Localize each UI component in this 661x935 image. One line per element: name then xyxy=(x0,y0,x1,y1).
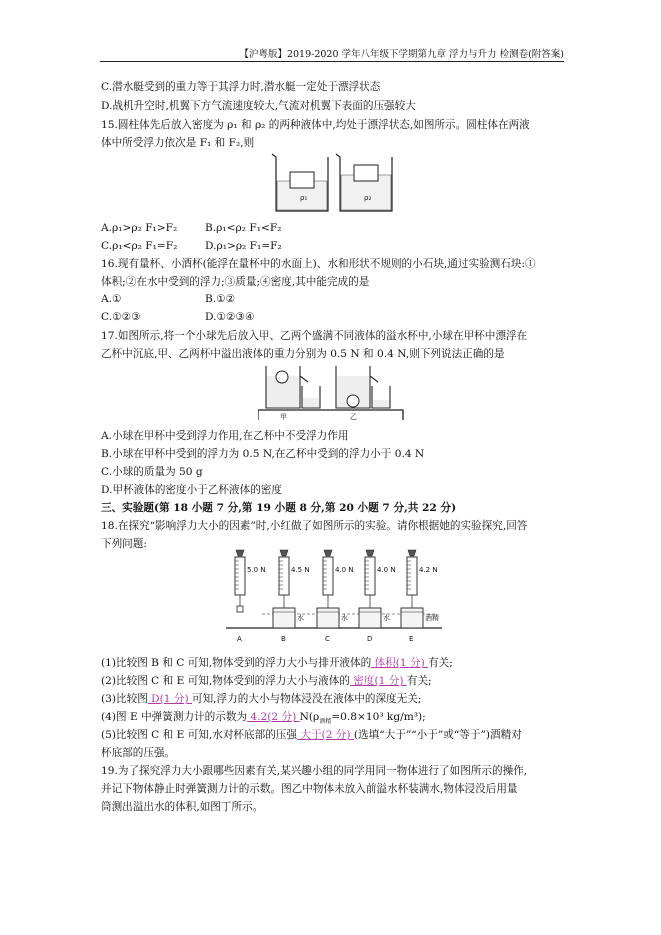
object-block xyxy=(237,606,243,612)
q18-part1-text: (1)比较图 B 和 C 可知,物体受到的浮力大小与排开液体的 xyxy=(101,657,372,669)
svg-text:ρ₂: ρ₂ xyxy=(364,194,372,202)
q18-part4 xyxy=(101,710,426,729)
svg-text:ρ₁: ρ₁ xyxy=(300,194,308,202)
q18-stem-line2: 下列问题: xyxy=(101,538,147,550)
q18-part3-text: (3)比较图 xyxy=(101,693,148,705)
beaker xyxy=(317,608,339,628)
q18-part4-unit: N(ρ xyxy=(299,711,320,723)
q18-stem-line1: 18.在探究“影响浮力大小的因素”时,小红做了如图所示的实验。请你根据她的实验探究,回答 xyxy=(101,520,528,532)
liquid-label: 水 xyxy=(383,614,390,622)
letter-D: D xyxy=(367,635,373,643)
reading-B: 4.5 N xyxy=(291,566,310,574)
q17-option-d: D.甲杯液体的密度小于乙杯液体的密度 xyxy=(101,484,282,496)
q18-part2 xyxy=(101,674,432,688)
liquid-label: 水 xyxy=(297,614,304,622)
q15-option-d: D.ρ₁>ρ₂ F₁=F₂ xyxy=(205,240,282,252)
q18-part2-answer: 密度(1 分) xyxy=(349,675,407,687)
q18-part5-text: (5)比较图 C 和 E 可知,水对杯底部的压强 xyxy=(101,729,297,741)
q18-figure-spring-scales xyxy=(222,548,447,644)
q18-part2-tail: 有关; xyxy=(406,675,432,687)
letter-E: E xyxy=(409,635,414,643)
q18-part5 xyxy=(101,728,522,742)
q14-option-d: D.战机升空时,机翼下方气流速度较大,气流对机翼下表面的压强较大 xyxy=(101,100,416,112)
letter-C: C xyxy=(325,635,330,643)
q16-option-a: A.① xyxy=(101,293,122,305)
cylinder-left xyxy=(290,172,314,188)
q18-part3-answer: D(1 分) xyxy=(147,693,192,705)
page-header: 【沪粤版】2019-2020 学年八年级下学期第九章 浮力与升力 检测卷(附答案) xyxy=(239,49,564,60)
q15-figure-beakers xyxy=(270,153,400,215)
spring-scale-E xyxy=(407,557,417,595)
q18-part5-answer: 大于(2 分) xyxy=(297,729,354,741)
q15-stem-line2: 体中所受浮力依次是 F₁ 和 F₂,则 xyxy=(101,137,255,149)
q19-stem-line2: 并记下物体静止时弹簧测力计的示数。图乙中物体未放入前溢水杯装满水,物体浸没后用量 xyxy=(101,783,518,795)
q18-part5-line2: 杯底部的压强。 xyxy=(101,747,176,759)
q19-stem-line3: 筒测出溢出水的体积,如图丁所示。 xyxy=(101,801,264,813)
liquid-label: 水 xyxy=(341,614,348,622)
q14-option-c: C.潜水艇受到的重力等于其浮力时,潜水艇一定处于漂浮状态 xyxy=(101,81,381,93)
spring-scale-A xyxy=(235,557,245,595)
cylinder-right xyxy=(354,165,378,181)
q17-option-c: C.小球的质量为 50 g xyxy=(101,466,203,478)
reading-E: 4.2 N xyxy=(419,566,438,574)
q18-part3-tail: 可知,浮力的大小与物体浸没在液体中的深度无关; xyxy=(192,693,422,705)
q18-part2-text: (2)比较图 C 和 E 可知,物体受到的浮力大小与液体的 xyxy=(101,675,350,687)
spring-scale-C xyxy=(323,557,333,595)
ball-floating xyxy=(276,371,288,383)
clamp-C xyxy=(324,550,332,556)
reading-D: 4.0 N xyxy=(377,566,396,574)
q15-option-a: A.ρ₁>ρ₂ F₁>F₂ xyxy=(101,222,178,234)
q16-option-d: D.①②③④ xyxy=(205,311,255,323)
q15-stem-line1: 15.圆柱体先后放入密度为 ρ₁ 和 ρ₂ 的两种液体中,均处于漂浮状态,如图所示。圆柱体在两液 xyxy=(101,119,530,131)
q18-part1-answer: 体积(1 分) xyxy=(371,657,429,669)
liquid-label: 酒精 xyxy=(425,614,439,622)
header-rule xyxy=(100,61,564,62)
beaker xyxy=(359,608,381,628)
reading-A: 5.0 N xyxy=(247,566,266,574)
q16-option-b: B.①② xyxy=(205,293,236,305)
q17-option-a: A.小球在甲杯中受到浮力作用,在乙杯中不受浮力作用 xyxy=(101,430,349,442)
q18-part3 xyxy=(101,692,421,706)
q18-part4-text: (4)图 E 中弹簧测力计的示数为 xyxy=(101,711,248,723)
q15-option-b: B.ρ₁<ρ₂ F₁<F₂ xyxy=(205,222,282,234)
letter-A: A xyxy=(237,635,242,643)
q16-stem-line2: 体积;②在水中受到的浮力;③质量;④密度,其中能完成的是 xyxy=(101,276,370,288)
q18-part4-subscript: 酒精 xyxy=(319,718,332,726)
reading-C: 4.0 N xyxy=(335,566,354,574)
q19-stem-line1: 19.为了探究浮力大小跟哪些因素有关,某兴趣小组的同学用同一物体进行了如图所示的操作, xyxy=(101,765,528,777)
q17-stem-line1: 17.如图所示,将一个小球先后放入甲、乙两个盛满不同液体的溢水杯中,小球在甲杯中漂浮在 xyxy=(101,330,528,342)
clamp-E xyxy=(408,550,416,556)
q18-part5-tail: (选填“大于”“小于”或“等于”)酒精对 xyxy=(353,729,522,741)
spring-scale-B xyxy=(279,557,289,595)
clamp-D xyxy=(366,550,374,556)
clamp-A xyxy=(236,550,244,556)
label-jia: 甲 xyxy=(280,413,287,421)
label-yi: 乙 xyxy=(350,413,357,421)
q18-part4-answer: 4.2(2 分) xyxy=(247,711,300,723)
letter-B: B xyxy=(281,635,286,643)
q17-option-b: B.小球在甲杯中受到的浮力为 0.5 N,在乙杯中受到的浮力小于 0.4 N xyxy=(101,448,425,460)
q18-part4-tail: =0.8×10³ kg/m³); xyxy=(331,711,426,723)
q16-stem-line1: 16.现有量杯、小酒杯(能浮在量杯中的水面上)、水和形状不规则的小石块,通过实验测石块:① xyxy=(101,258,536,270)
q15-option-c: C.ρ₁<ρ₂ F₁=F₂ xyxy=(101,240,178,252)
q18-part1-tail: 有关; xyxy=(428,657,453,669)
q17-figure-overflow-cups xyxy=(258,362,408,424)
q16-option-c: C.①②③ xyxy=(101,311,141,323)
q18-part1 xyxy=(101,656,453,670)
beaker xyxy=(401,608,423,628)
spring-scale-D xyxy=(365,557,375,595)
q17-stem-line2: 乙杯中沉底,甲、乙两杯中溢出液体的重力分别为 0.5 N 和 0.4 N,则下列说法正确的是 xyxy=(101,348,505,360)
ball-sunk xyxy=(347,395,359,407)
section-heading: 三、实验题(第 18 小题 7 分,第 19 小题 8 分,第 20 小题 7 分,共 22 分) xyxy=(101,502,457,514)
clamp-B xyxy=(280,550,288,556)
beaker xyxy=(273,608,295,628)
